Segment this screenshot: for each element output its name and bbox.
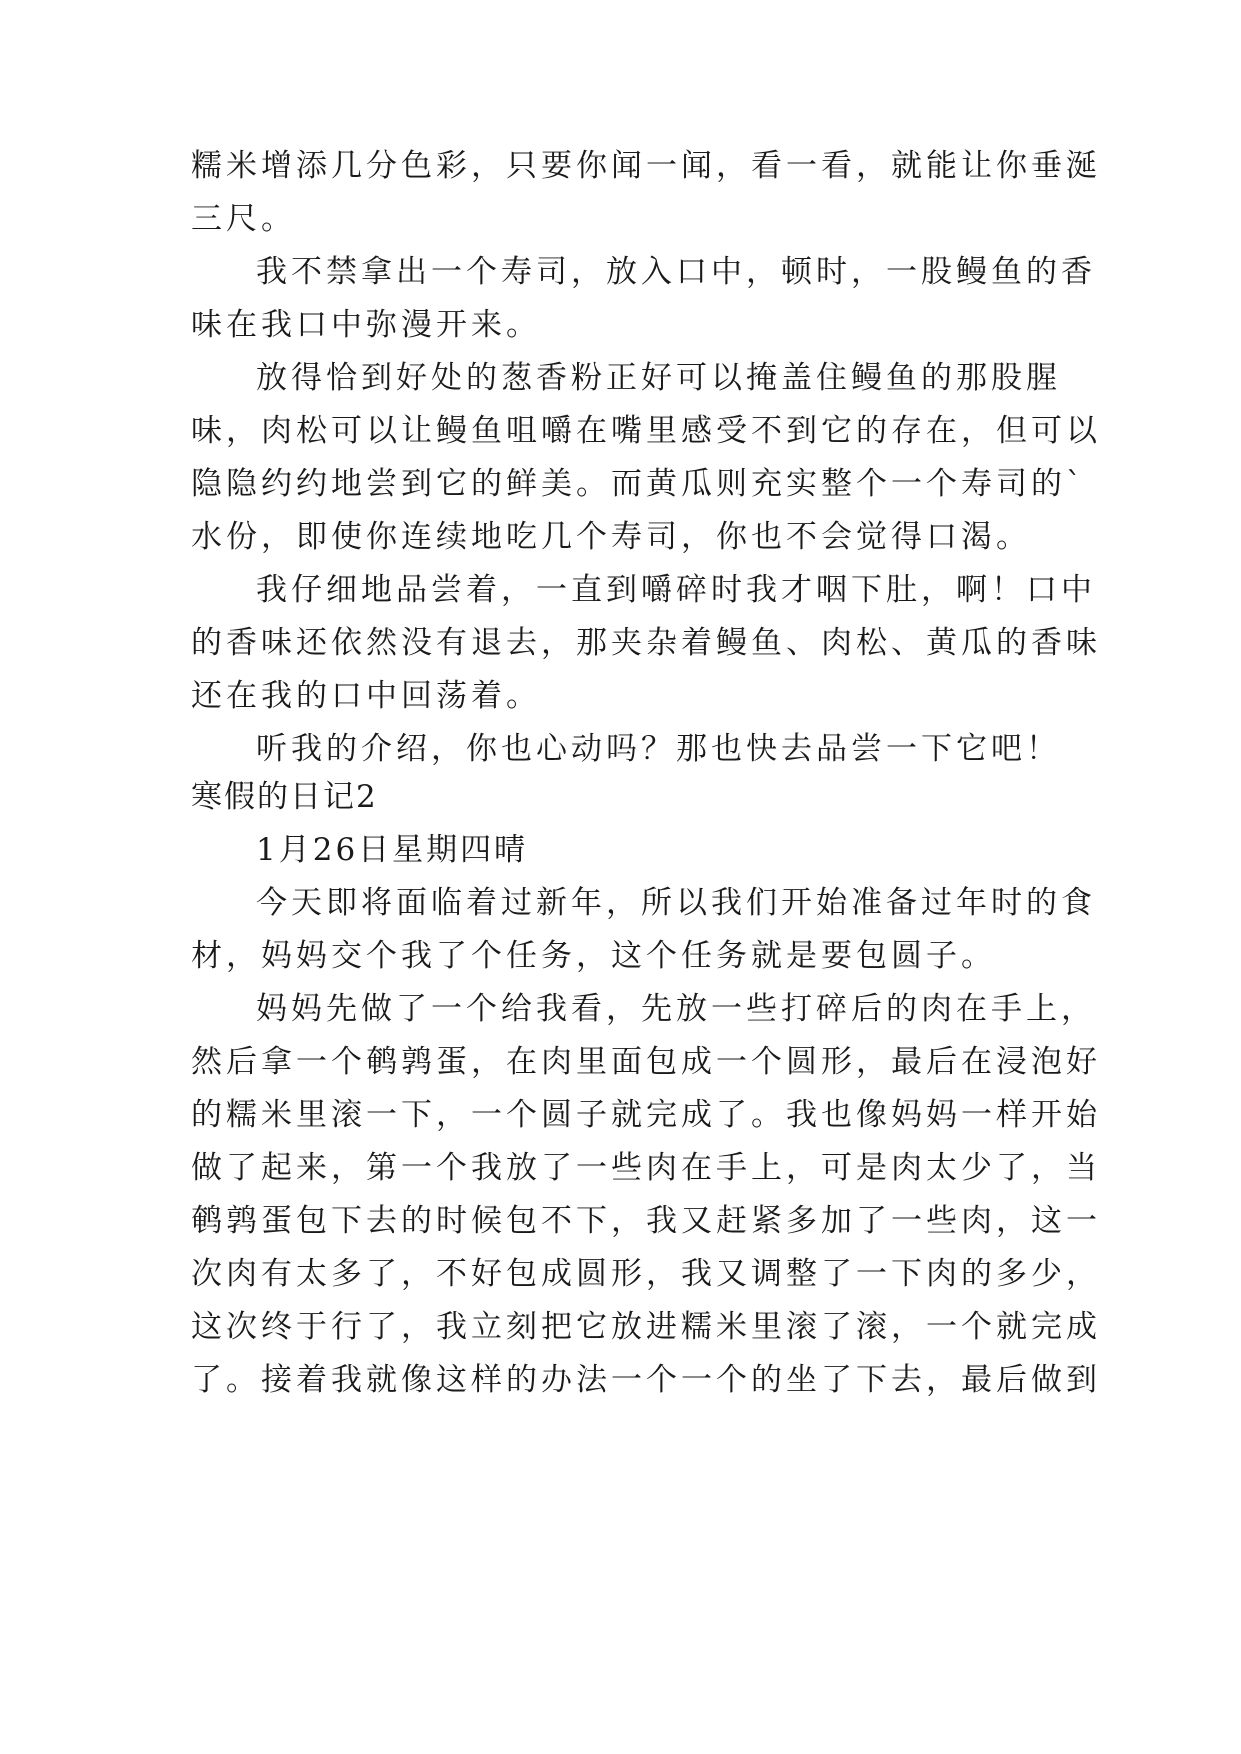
- text-line: 这次终于行了，我立刻把它放进糯米里滚了滚，一个就完成: [191, 1309, 1101, 1345]
- section-title: 寒假的日记2: [191, 779, 378, 815]
- text-line: 然后拿一个鹌鹑蛋，在肉里面包成一个圆形，最后在浸泡好: [191, 1044, 1101, 1080]
- text-line: 味，肉松可以让鳗鱼咀嚼在嘴里感受不到它的存在，但可以: [191, 413, 1101, 449]
- text-line: 了。接着我就像这样的办法一个一个的坐了下去，最后做到: [191, 1362, 1101, 1398]
- text-line: 的糯米里滚一下，一个圆子就完成了。我也像妈妈一样开始: [191, 1097, 1101, 1133]
- paragraph-start: 放得恰到好处的葱香粉正好可以掩盖住鳗鱼的那股腥: [256, 360, 1061, 396]
- paragraph-start: 妈妈先做了一个给我看，先放一些打碎后的肉在手上，: [256, 991, 1096, 1027]
- paragraph-start: 我仔细地品尝着，一直到嚼碎时我才咽下肚，啊！口中: [256, 572, 1096, 608]
- paragraph-start: 听我的介绍，你也心动吗？那也快去品尝一下它吧！: [256, 731, 1061, 767]
- text-line: 味在我口中弥漫开来。: [191, 307, 541, 343]
- paragraph-start: 今天即将面临着过新年，所以我们开始准备过年时的食: [256, 885, 1096, 921]
- text-line: 隐隐约约地尝到它的鲜美。而黄瓜则充实整个一个寿司的`: [191, 466, 1086, 502]
- text-line: 三尺。: [191, 201, 296, 237]
- text-line: 糯米增添几分色彩，只要你闻一闻，看一看，就能让你垂涎: [191, 148, 1101, 184]
- diary-date: 1月26日星期四晴: [256, 832, 529, 868]
- text-line: 水份，即使你连续地吃几个寿司，你也不会觉得口渴。: [191, 519, 1031, 555]
- paragraph-start: 我不禁拿出一个寿司，放入口中，顿时，一股鳗鱼的香: [256, 254, 1096, 290]
- text-line: 鹌鹑蛋包下去的时候包不下，我又赶紧多加了一些肉，这一: [191, 1203, 1101, 1239]
- text-line: 还在我的口中回荡着。: [191, 678, 541, 714]
- text-line: 的香味还依然没有退去，那夹杂着鳗鱼、肉松、黄瓜的香味: [191, 625, 1101, 661]
- text-line: 次肉有太多了，不好包成圆形，我又调整了一下肉的多少，: [191, 1256, 1101, 1292]
- text-line: 做了起来，第一个我放了一些肉在手上，可是肉太少了，当: [191, 1150, 1101, 1186]
- text-line: 材，妈妈交个我了个任务，这个任务就是要包圆子。: [191, 938, 996, 974]
